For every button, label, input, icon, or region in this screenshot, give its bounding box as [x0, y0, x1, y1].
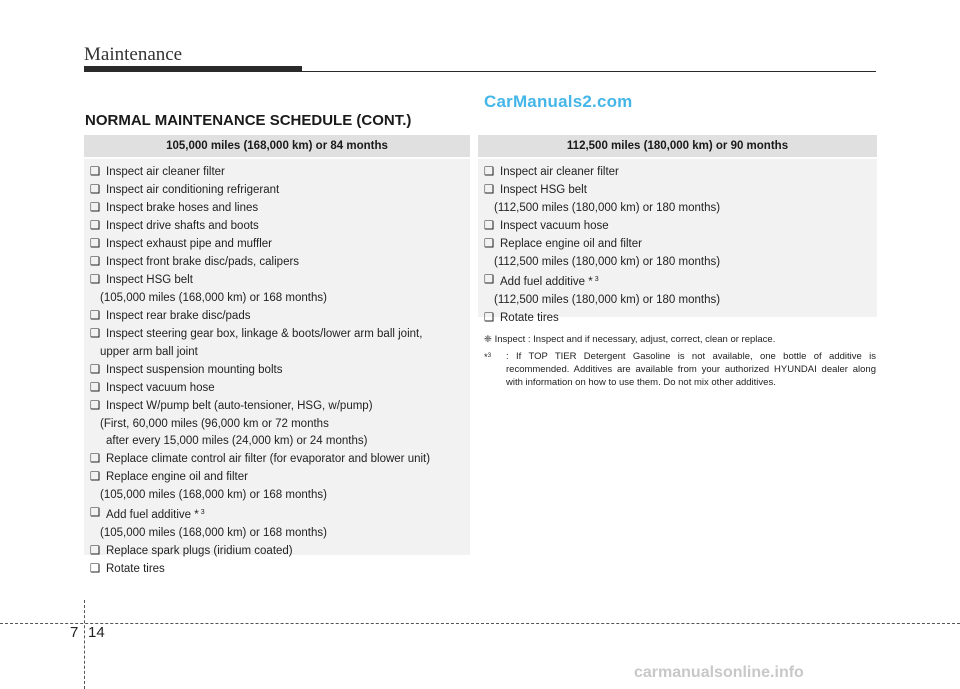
maintenance-item-text	[106, 272, 470, 289]
maintenance-item-label: Inspect vacuum hose	[500, 220, 609, 232]
checkbox-icon: ❑	[484, 166, 495, 178]
maintenance-item	[84, 308, 470, 325]
page-chapter-number: 7	[70, 624, 79, 641]
footnote-reference: 3	[594, 276, 599, 283]
checkbox-icon: ❑	[90, 506, 101, 519]
maintenance-item-row	[84, 543, 470, 560]
maintenance-item-label: Inspect HSG belt	[106, 274, 193, 286]
maintenance-item-row	[84, 236, 470, 253]
maintenance-item	[478, 236, 877, 271]
maintenance-item-text	[500, 182, 877, 199]
maintenance-item-text	[106, 543, 470, 560]
maintenance-item-label: Add fuel additive *	[500, 276, 593, 288]
checkbox-icon: ❑	[90, 328, 101, 340]
maintenance-item-detail: (105,000 miles (168,000 km) or 168 months)	[100, 526, 327, 539]
watermark-top: CarManuals2.com	[484, 92, 633, 111]
maintenance-item	[84, 254, 470, 271]
maintenance-item-label: Inspect W/pump belt (auto-tensioner, HSG, w/pump)	[106, 400, 373, 412]
maintenance-item-text	[106, 218, 470, 235]
footnote-asterisk: *	[484, 352, 488, 363]
maintenance-item-label: Inspect rear brake disc/pads	[106, 310, 251, 322]
maintenance-item-detail: (First, 60,000 miles (96,000 km or 72 months	[100, 418, 329, 430]
checkbox-icon: ❑	[90, 382, 101, 394]
maintenance-item-label: Inspect steering gear box, linkage & boots/lower arm ball joint,	[106, 328, 423, 340]
maintenance-item-row	[478, 236, 877, 253]
schedule-column-105000	[84, 135, 470, 575]
maintenance-item	[478, 182, 877, 217]
maintenance-item	[84, 451, 470, 468]
maintenance-item-label: Inspect front brake disc/pads, calipers	[106, 256, 300, 268]
maintenance-item-list	[478, 159, 877, 327]
maintenance-item	[478, 310, 877, 327]
maintenance-item-label: Inspect brake hoses and lines	[106, 202, 259, 214]
section-heading: NORMAL MAINTENANCE SCHEDULE (CONT.)	[85, 112, 412, 129]
maintenance-item	[84, 505, 470, 542]
footnote-mark	[484, 350, 506, 389]
inspect-note: ❈ Inspect : Inspect and if necessary, adjust, correct, clean or replace.	[484, 334, 776, 345]
maintenance-item	[84, 543, 470, 560]
checkbox-icon: ❑	[90, 310, 101, 322]
maintenance-item-row	[84, 469, 470, 486]
checkbox-icon: ❑	[90, 400, 101, 412]
maintenance-item	[84, 398, 470, 449]
maintenance-item-label: Replace spark plugs (iridium coated)	[106, 544, 293, 557]
maintenance-item-row	[84, 218, 470, 235]
maintenance-item-row	[84, 182, 470, 199]
maintenance-item-label: Inspect air cleaner filter	[106, 166, 225, 178]
maintenance-item-row	[84, 272, 470, 289]
maintenance-item	[84, 469, 470, 504]
maintenance-item-row	[478, 218, 877, 235]
maintenance-item-detail: (105,000 miles (168,000 km) or 168 months)	[100, 292, 327, 304]
column-heading: 105,000 miles (168,000 km) or 84 months	[84, 135, 470, 159]
maintenance-item	[84, 362, 470, 379]
checkbox-icon: ❑	[90, 238, 101, 250]
maintenance-item-text	[106, 505, 470, 524]
maintenance-item-detail: (112,500 miles (180,000 km) or 180 months)	[494, 294, 721, 306]
maintenance-item-text	[500, 164, 877, 181]
maintenance-item-detail: (112,500 miles (180,000 km) or 180 months)	[494, 202, 721, 214]
maintenance-item-label: Rotate tires	[500, 312, 559, 324]
maintenance-item	[84, 272, 470, 307]
maintenance-item-text	[106, 182, 470, 199]
maintenance-item-label: Replace engine oil and filter	[106, 470, 248, 483]
maintenance-item-row	[84, 380, 470, 397]
maintenance-item-text	[106, 469, 470, 486]
maintenance-item-text	[500, 218, 877, 235]
maintenance-item	[84, 182, 470, 199]
maintenance-item-detail: upper arm ball joint	[100, 346, 198, 358]
checkbox-icon: ❑	[90, 544, 101, 557]
maintenance-item-row	[84, 398, 470, 415]
checkbox-icon: ❑	[90, 220, 101, 232]
maintenance-item-label: Inspect exhaust pipe and muffler	[106, 238, 273, 250]
maintenance-item-text	[106, 380, 470, 397]
maintenance-item	[84, 200, 470, 217]
maintenance-item	[478, 164, 877, 181]
maintenance-item-text	[500, 310, 877, 327]
maintenance-item	[84, 218, 470, 235]
checkbox-icon: ❑	[90, 364, 101, 376]
maintenance-item-text	[106, 164, 470, 181]
maintenance-item-text	[106, 451, 470, 468]
maintenance-item-text	[106, 236, 470, 253]
maintenance-item-text	[106, 200, 470, 217]
maintenance-item-row	[84, 164, 470, 181]
checkbox-icon: ❑	[90, 562, 101, 575]
maintenance-item-row	[84, 326, 470, 343]
maintenance-item-detail: (112,500 miles (180,000 km) or 180 months)	[494, 256, 721, 268]
maintenance-item-row	[84, 254, 470, 271]
maintenance-item-label: Replace engine oil and filter	[500, 238, 642, 250]
maintenance-item-row	[478, 310, 877, 327]
maintenance-item-label: Inspect drive shafts and boots	[106, 220, 259, 232]
maintenance-item-text	[106, 362, 470, 379]
maintenance-item-label: Inspect HSG belt	[500, 184, 587, 196]
maintenance-item-text	[106, 254, 470, 271]
maintenance-item-row	[478, 272, 877, 291]
maintenance-item-row	[84, 200, 470, 217]
footnote-superscript: 3	[487, 353, 492, 359]
maintenance-item-label: Inspect vacuum hose	[106, 382, 215, 394]
maintenance-item-row	[478, 164, 877, 181]
maintenance-item-label: Inspect air cleaner filter	[500, 166, 619, 178]
header-rule-thin	[302, 71, 876, 72]
maintenance-item-label: Inspect suspension mounting bolts	[106, 364, 283, 376]
maintenance-item-text	[106, 561, 470, 578]
footnote-text: : If TOP TIER Detergent Gasoline is not available, one bottle of additive is recommended. Additives are available from your authorized HYUNDAI dealer along with information on how to use them. Do not mix other additives.	[506, 351, 876, 388]
checkbox-icon: ❑	[484, 312, 495, 324]
page-number: 14	[88, 624, 105, 641]
maintenance-item-detail: (105,000 miles (168,000 km) or 168 months)	[100, 488, 327, 501]
maintenance-item	[84, 236, 470, 253]
maintenance-item	[84, 164, 470, 181]
maintenance-item	[478, 218, 877, 235]
maintenance-item-text	[106, 326, 470, 343]
maintenance-item	[84, 561, 470, 578]
maintenance-item-text	[106, 398, 470, 415]
maintenance-item-label: Rotate tires	[106, 562, 165, 575]
maintenance-item-row	[84, 505, 470, 524]
checkbox-icon: ❑	[90, 202, 101, 214]
maintenance-item-label: Inspect air conditioning refrigerant	[106, 184, 280, 196]
maintenance-item-row	[478, 182, 877, 199]
checkbox-icon: ❑	[90, 274, 101, 286]
maintenance-item	[478, 272, 877, 309]
maintenance-item-detail: after every 15,000 miles (24,000 km) or 24 months)	[106, 434, 368, 447]
checkbox-icon: ❑	[484, 238, 495, 250]
checkbox-icon: ❑	[484, 220, 495, 232]
maintenance-item-row	[84, 362, 470, 379]
checkbox-icon: ❑	[90, 256, 101, 268]
maintenance-item	[84, 380, 470, 397]
maintenance-item	[84, 326, 470, 361]
footer-dashed-rule	[0, 623, 960, 624]
maintenance-item-row	[84, 451, 470, 468]
checkbox-icon: ❑	[90, 184, 101, 196]
checkbox-icon: ❑	[484, 274, 495, 286]
column-heading: 112,500 miles (180,000 km) or 90 months	[478, 135, 877, 159]
maintenance-item-text	[106, 308, 470, 325]
watermark-bottom: carmanualsonline.info	[634, 664, 804, 681]
maintenance-item-text	[500, 236, 877, 253]
maintenance-item-row	[84, 561, 470, 578]
footnote-reference: 3	[200, 508, 205, 516]
maintenance-item-row	[84, 308, 470, 325]
maintenance-item-label: Replace climate control air filter (for evaporator and blower unit)	[106, 452, 431, 465]
checkbox-icon: ❑	[484, 184, 495, 196]
maintenance-item-label: Add fuel additive *	[106, 508, 199, 521]
checkbox-icon: ❑	[90, 166, 101, 178]
page-header-title: Maintenance	[84, 44, 183, 65]
footer-vertical-rule	[84, 600, 85, 689]
notes-block	[484, 333, 876, 389]
maintenance-item-text	[500, 272, 877, 291]
checkbox-icon: ❑	[90, 470, 101, 483]
schedule-column-112500	[478, 135, 877, 324]
footnote-3	[484, 350, 876, 389]
checkbox-icon: ❑	[90, 452, 101, 465]
maintenance-item-list	[84, 159, 470, 577]
header-rule-thick	[84, 66, 302, 72]
